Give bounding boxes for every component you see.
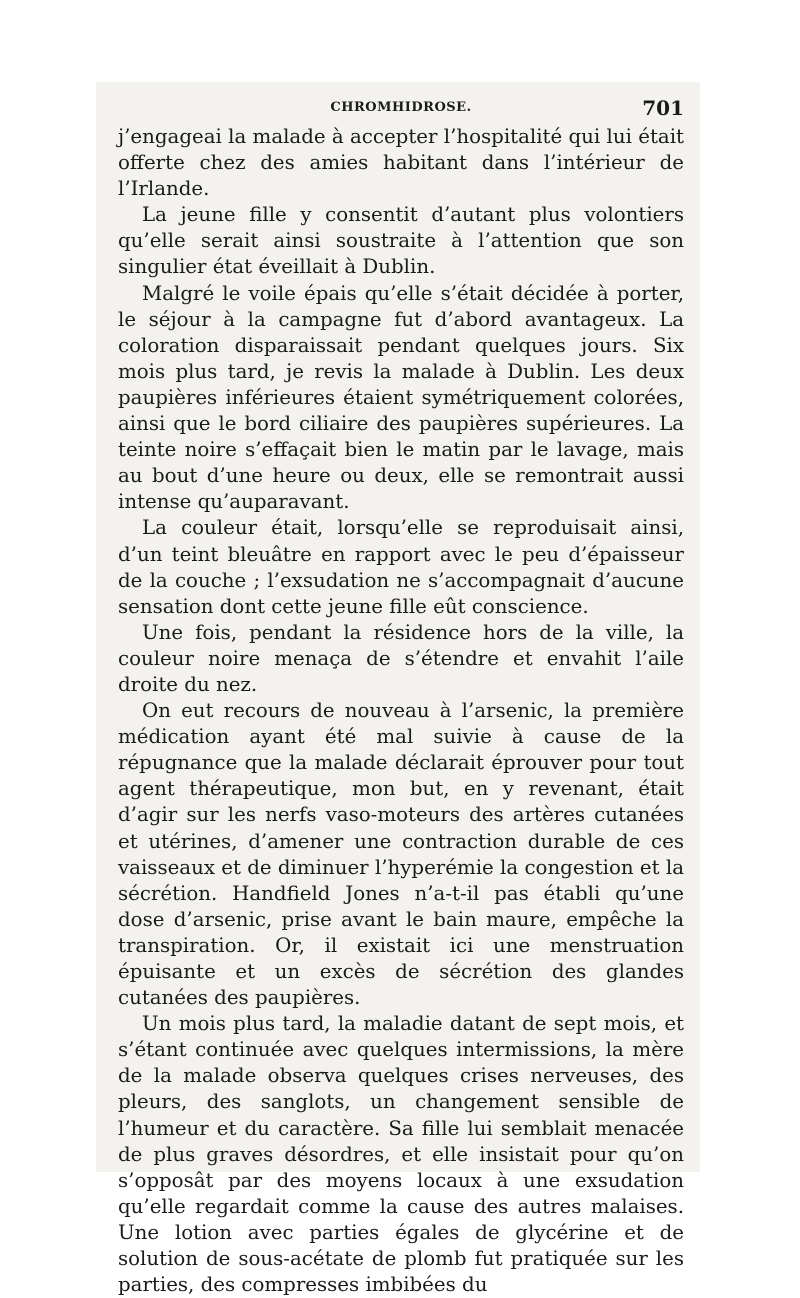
- body-text: [118, 124, 684, 1298]
- paragraph: On eut recours de nouveau à l’arsenic, la première médication ayant été mal suivie à cause de la répugnance que la malade déclarait éprouver pour tout agent thérapeutique, mon but, en y revenant, était d’agir sur les nerfs vaso-moteurs des artères cutanées et utérines, d’amener une contraction durable de ces vaisseaux et de diminuer l’hyperémie la congestion et la sécrétion. Handfield Jones n’a-t-il pas établi qu’une dose d’arsenic, prise avant le bain maure, empêche la transpiration. Or, il existait ici une menstruation épuisante et un excès de sécrétion des glandes cutanées des paupières.: [118, 699, 684, 1010]
- paragraph: La couleur était, lorsqu’elle se reproduisait ainsi, d’un teint bleuâtre en rapport avec le peu d’épaisseur de la couche ; l’exsudation ne s’accompagnait d’aucune sensation dont cette jeune fille eût conscience.: [118, 516, 684, 618]
- paragraph: Une fois, pendant la résidence hors de la ville, la couleur noire menaça de s’étendre et envahit l’aile droite du nez.: [118, 620, 684, 696]
- paragraph: j’engageai la malade à accepter l’hospitalité qui lui était offerte chez des amies habitant dans l’intérieur de l’Irlande.: [118, 125, 684, 201]
- paragraph: Malgré le voile épais qu’elle s’était décidée à porter, le séjour à la campagne fut d’abord avantageux. La coloration disparaissait pendant quelques jours. Six mois plus tard, je revis la malade à Dublin. Les deux paupières inférieures étaient symétriquement colorées, ainsi que le bord ciliaire des paupières supérieures. La teinte noire s’effaçait bien le matin par le lavage, mais au bout d’une heure ou deux, elle se remontrait aussi intense qu’auparavant.: [118, 281, 684, 514]
- running-head: [118, 96, 684, 122]
- paragraph: Un mois plus tard, la maladie datant de sept mois, et s’étant continuée avec quelques intermissions, la mère de la malade observa quelques crises nerveuses, des pleurs, des sanglots, un changement sensible de l’humeur et du caractère. Sa fille lui semblait menacée de plus graves désordres, et elle insistait pour qu’on s’opposât par des moyens locaux à une exsudation qu’elle regardait comme la cause des autres malaises. Une lotion avec parties égales de glycérine et de solution de sous-acétate de plomb fut pratiquée sur les parties, des compresses imbibées du: [118, 1012, 684, 1297]
- running-head-title: CHROMHIDROSE.: [330, 100, 472, 115]
- page-number: 701: [642, 96, 684, 120]
- paragraph: La jeune fille y consentit d’autant plus volontiers qu’elle serait ainsi soustraite à l’attention que son singulier état éveillait à Dublin.: [118, 203, 684, 279]
